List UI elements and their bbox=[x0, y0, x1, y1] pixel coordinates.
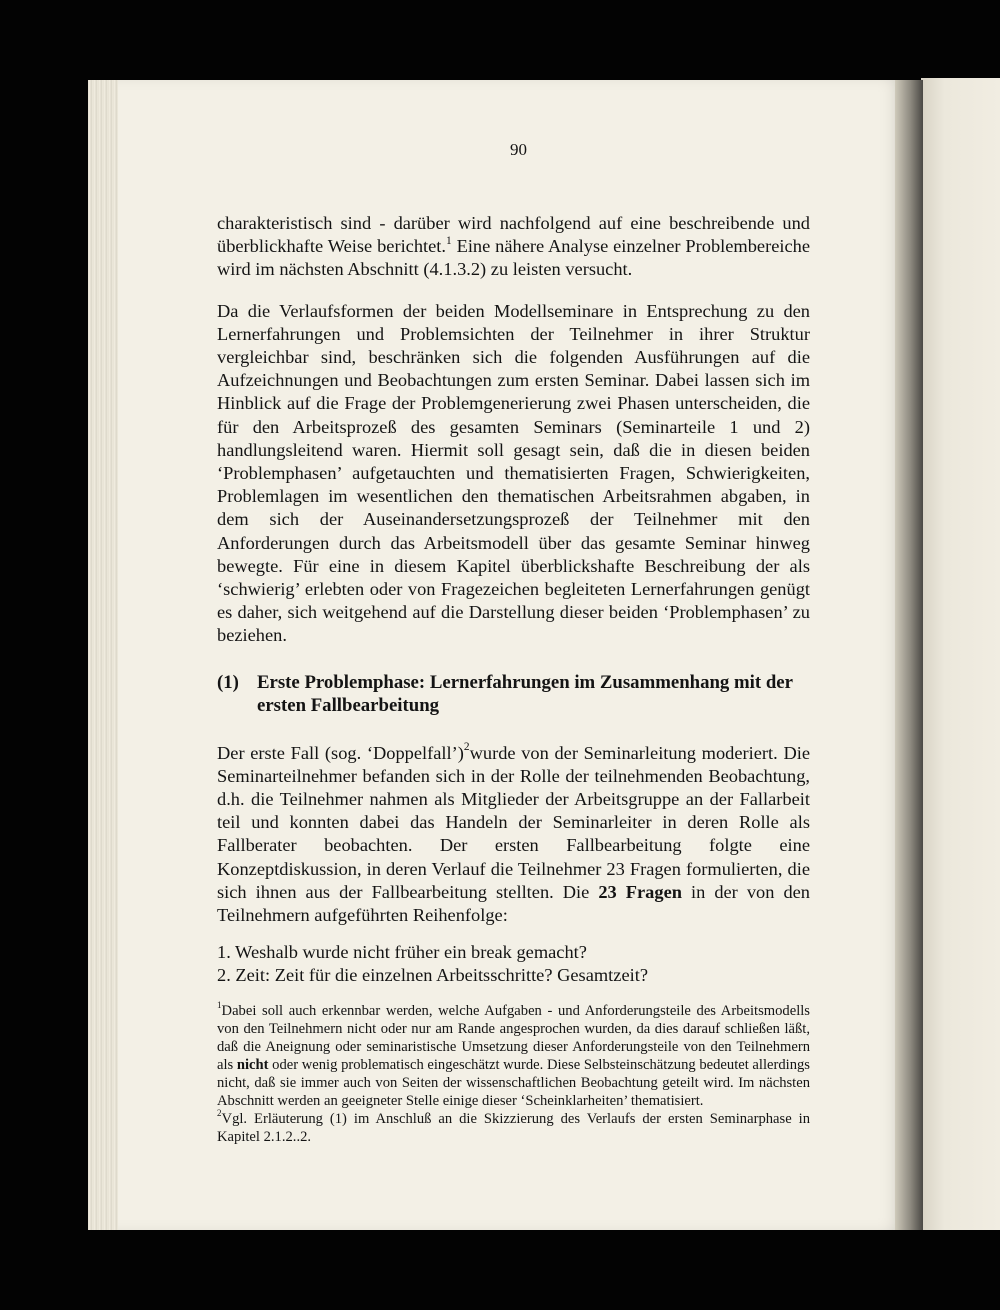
paragraph-section bbox=[217, 742, 810, 928]
footnote-text: Dabei soll auch erkennbar werden, welche Aufgaben - und Anforderungsteile des Arbeitsmodells von den Teilnehmern nicht oder nur am Rande angesprochen wurden, da dies darauf schließen läßt, daß die Aneignung oder seminaristische Umsetzung dieser Anforderungsteile von den Teilnehmern als bbox=[217, 1002, 810, 1073]
footnote-marker: 2 bbox=[217, 1107, 222, 1118]
book-gutter bbox=[895, 80, 923, 1230]
page-number: 90 bbox=[510, 140, 527, 159]
facing-page-edge bbox=[921, 78, 1000, 1230]
footnote-marker: 1 bbox=[217, 999, 222, 1010]
question-list bbox=[217, 941, 810, 987]
bold-term: nicht bbox=[236, 1056, 269, 1073]
section-heading bbox=[217, 671, 810, 718]
footnotes bbox=[217, 999, 810, 1146]
paragraph-text: in der von den Teilnehmern aufgeführten Reihenfolge: bbox=[217, 881, 810, 926]
footnote-text: oder wenig problematisch eingeschätzt wurde. Diese Selbsteinschätzung bedeutet allerdings nicht, daß sie immer auch von Seiten der wissenschaftlichen Beobachtung geteilt wird. Im nächsten Abschnitt werden an geeigneter Stelle einige dieser ‘Scheinklarheiten’ thematisiert. bbox=[217, 1056, 810, 1109]
page-content bbox=[217, 140, 810, 1146]
paragraph-text: wurde von der Seminarleitung moderiert. Die Seminarteilnehmer befanden sich in der Rolle der teilnehmenden Beobachtung, d.h. die Teilnehmer nahmen als Mitglieder der Arbeitsgruppe an der Fallarbeit teil und konnten dabei das Handeln der Seminarleiter in deren Rolle als Fallberater beobachten. Der ersten Fallbearbeitung folgte eine Konzeptdiskussion, in deren Verlauf die Teilnehmer 23 Fragen formulierten, die sich ihnen aus der Fallbearbeitung stellten. Die bbox=[217, 742, 810, 902]
section-number: (1) bbox=[217, 671, 239, 693]
paragraph-main: Da die Verlaufsformen der beiden Modellseminare in Entsprechung zu den Lernerfahrungen und Problemsichten der Teilnehmer in ihrer Struktur vergleichbar sind, beschränken sich die folgenden Ausführungen auf die Aufzeichnungen und Beobachtungen zum ersten Seminar. Dabei lassen sich im Hinblick auf die Frage der Problemgenerierung zwei Phasen unterscheiden, die für den Arbeitsprozeß des gesamten Seminars (Seminarteile 1 und 2) handlungsleitend waren. Hiermit soll gesagt sein, daß die in diesen beiden ‘Problemphasen’ aufgetauchten und thematisierten Fragen, Schwierigkeiten, Problemlagen im wesentlichen den thematischen Arbeitsrahmen abgaben, in dem sich der Auseinandersetzungsprozeß der Teilnehmer mit den Anforderungen durch das Arbeitsmodell über das gesamte Seminar hinweg bewegte. Für eine in diesem Kapitel überblickshafte Beschreibung der als ‘schwierig’ erlebten oder von Fragezeichen begleiteten Lernerfahrungen genügt es daher, sich weitgehend auf die Darstellung dieser beiden ‘Problemphasen’ zu beziehen. bbox=[217, 300, 810, 646]
bold-term: 23 Fragen bbox=[598, 881, 682, 902]
list-item: 1. Weshalb wurde nicht früher ein break gemacht? bbox=[217, 942, 587, 963]
paragraph-text: Eine nähere Analyse einzelner Problembereiche wird im nächsten Abschnitt (4.1.3.2) zu leisten versucht. bbox=[217, 236, 810, 280]
paragraph-intro bbox=[217, 212, 810, 282]
footnote-text: Vgl. Erläuterung (1) im Anschluß an die Skizzierung des Verlaufs der ersten Seminarphase in Kapitel 2.1.2..2. bbox=[217, 1110, 810, 1145]
footnote-1 bbox=[217, 999, 810, 1110]
footnote-ref-1: 1 bbox=[446, 234, 452, 247]
list-item: 2. Zeit: Zeit für die einzelnen Arbeitsschritte? Gesamtzeit? bbox=[217, 965, 648, 986]
footnote-2 bbox=[217, 1107, 810, 1146]
footnote-ref-2: 2 bbox=[463, 741, 470, 754]
section-title: Erste Problemphase: Lernerfahrungen im Zusammenhang mit der ersten Fallbearbeitung bbox=[257, 671, 793, 717]
paragraph-text: Der erste Fall (sog. ‘Doppelfall’) bbox=[217, 742, 464, 763]
paragraph-text: charakteristisch sind - darüber wird nachfolgend auf eine beschreibende und überblickhafte Weise berichtet. bbox=[217, 213, 810, 257]
